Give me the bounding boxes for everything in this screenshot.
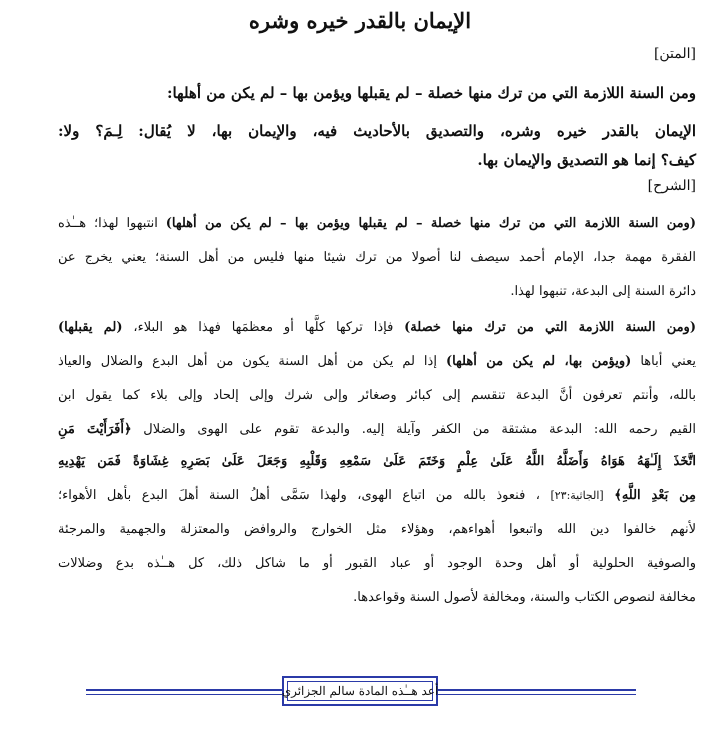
sharh-p2-text-2a: يعني أباها [640, 354, 696, 369]
footer-rule-left-top [86, 689, 282, 691]
footer-rule-right-top [438, 689, 636, 691]
sharh-p2-quote-3: (ويؤمن بها، لم يكن من أهلها) [445, 354, 632, 369]
sharh-p2-text-2b: إذا لم يكن من أهل السنة يكون من أهل البدع والضلال والعياذ [58, 354, 437, 369]
sharh-p1-line-2: الفقرة مهمة جدا، الإمام أحمد سيصف لنا أصولا من ترك شيئا منها فليس من أهل السنة؛ يعني يخرج عن [58, 250, 696, 265]
verse-reference: [الجاثية:٢٣] [550, 489, 604, 502]
matn-line-1: ومن السنة اللازمة التي من ترك منها خصلة – لم يقبلها ويؤمن بها – لم يكن من أهلها: [166, 84, 696, 102]
sharh-p2-text-1: فإذا تركها كلَّها أو معظمَها فهذا هو البلاء، [133, 320, 394, 335]
quran-verse-line: اتَّخَذَ إِلَـٰهَهُ هَوَاهُ وَأَضَلَّهُ اللَّهُ عَلَىٰ عِلْمٍ وَخَتَمَ عَلَىٰ سَمْعِهِ وَقَلْبِهِ وَجَعَلَ عَلَىٰ بَصَرِهِ غِشَاوَةً فَمَن يَهْدِيهِ [58, 454, 696, 469]
sharh-p2-quote-1: (ومن السنة اللازمة التي من ترك منها خصلة) [404, 320, 696, 335]
matn-marker: [المتن] [653, 46, 696, 62]
sharh-p2-line-3: بالله، وأنتم تعرفون أنَّ البدعة تنقسم إلى كبائر وصغائر وإلى شرك وإلى إلحاد وإلى بلاء كما يقول ابن [58, 388, 696, 403]
quran-verse-start: ﴿أَفَرَأَيْتَ مَنِ [58, 422, 132, 437]
page-footer [0, 676, 720, 708]
footer-rule-left-bottom [86, 694, 282, 695]
matn-line-3: كيف؟ إنما هو التصديق والإيمان بها. [477, 151, 696, 169]
sharh-p2-line-8: والصوفية الحلولية أو أهل وحدة الوجود أو عباد القبور أو ما شاكل ذلك، كل هــٰذه بدع وضلالات [58, 556, 696, 571]
sharh-p2-line-9: مخالفة لنصوص الكتاب والسنة، ومخالفة لأصول السنة وقواعدها. [353, 590, 696, 605]
sharh-p1-line-3: دائرة السنة إلى البدعة، تنبهوا لهذا. [510, 284, 696, 299]
page-title: الإيمان بالقدر خيره وشره [248, 8, 472, 33]
sharh-p2-line-1 [58, 320, 696, 335]
sharh-p1-text: انتبهوا لهذا؛ هــٰذه [58, 216, 158, 231]
sharh-p2-line-6 [58, 488, 696, 503]
sharh-p2-text-6: ، فنعوذ بالله من اتباع الهوى، ولهذا سَمَّى أهلُ السنة أهلَ البدع بأهل الأهواء؛ [58, 488, 540, 503]
sharh-p1-quote: (ومن السنة اللازمة التي من ترك منها خصلة – لم يقبلها ويؤمن بها – لم يكن من أهلها) [165, 216, 696, 231]
footer-credit-box [282, 676, 438, 706]
quran-verse-end: مِن بَعْدِ اللَّهِ﴾ [614, 488, 696, 503]
sharh-p2-quote-2: (لم يقبلها) [58, 320, 123, 335]
footer-rule-right-bottom [438, 694, 636, 695]
sharh-p2-line-2 [58, 354, 696, 369]
sharh-marker: [الشرح] [647, 178, 696, 194]
sharh-p2-line-7: لأنهم خالفوا دين الله واتبعوا أهواءهم، وهؤلاء مثل الخوارج والروافض والمعتزلة والجهمية والمرجئة [58, 522, 696, 537]
sharh-p2-text-4: القيم رحمه الله: البدعة مشتقة من الكفر وآيلة إليه. والبدعة تقوم على الهوى والضلال [143, 422, 697, 437]
sharh-p1-line-1 [58, 216, 696, 231]
footer-credit: أعد هــٰذه المادة سالم الجزائري [287, 681, 433, 701]
matn-line-2: الإيمان بالقدر خيره وشره، والتصديق بالأحاديث فيه، والإيمان بها، لا يُقال: لِـمَ؟ ولا: [58, 122, 696, 140]
sharh-p2-line-4 [58, 422, 696, 437]
